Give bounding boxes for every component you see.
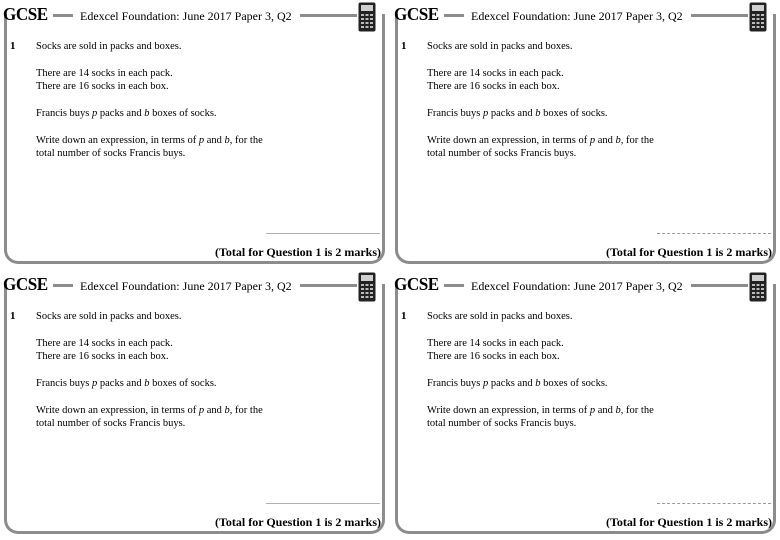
question-text bbox=[36, 40, 336, 161]
total-marks: (Total for Question 1 is 2 marks) bbox=[214, 245, 381, 259]
question-card-2 bbox=[391, 0, 778, 265]
brand-title: GCSE bbox=[3, 274, 48, 294]
text-line: There are 14 socks in each pack. bbox=[36, 337, 173, 349]
question-text bbox=[427, 310, 727, 431]
question-number: 1 bbox=[401, 40, 407, 52]
text-line: total number of socks Francis buys. bbox=[36, 418, 186, 430]
question-card-3 bbox=[0, 270, 387, 535]
calculator-icon bbox=[749, 2, 767, 32]
question-card-4 bbox=[391, 270, 778, 535]
question-card-1 bbox=[0, 0, 387, 265]
source-label: Edexcel Foundation: June 2017 Paper 3, Q2 bbox=[471, 9, 683, 23]
question-number: 1 bbox=[401, 310, 407, 322]
brand-title: GCSE bbox=[394, 4, 439, 24]
answer-line[interactable] bbox=[657, 503, 771, 504]
text-line: total number of socks Francis buys. bbox=[36, 148, 186, 160]
answer-line[interactable] bbox=[657, 233, 771, 234]
question-text bbox=[427, 40, 727, 161]
calculator-icon bbox=[358, 2, 376, 32]
text-line: Francis buys p packs and b boxes of socks. bbox=[36, 108, 217, 119]
text-line: There are 16 socks in each box. bbox=[36, 81, 169, 93]
text-line: Socks are sold in packs and boxes. bbox=[36, 311, 182, 322]
source-label: Edexcel Foundation: June 2017 Paper 3, Q2 bbox=[80, 279, 292, 293]
brand-title: GCSE bbox=[3, 4, 48, 24]
text-line: Francis buys p packs and b boxes of socks. bbox=[427, 378, 608, 389]
text-line: There are 14 socks in each pack. bbox=[427, 337, 564, 349]
answer-line[interactable] bbox=[266, 503, 380, 504]
brand-title: GCSE bbox=[394, 274, 439, 294]
question-number: 1 bbox=[10, 310, 16, 322]
source-label: Edexcel Foundation: June 2017 Paper 3, Q2 bbox=[471, 279, 683, 293]
text-line: There are 16 socks in each box. bbox=[36, 351, 169, 363]
text-line: total number of socks Francis buys. bbox=[427, 148, 577, 160]
answer-line[interactable] bbox=[266, 233, 380, 234]
text-line: Francis buys p packs and b boxes of socks. bbox=[427, 108, 608, 119]
text-line: There are 16 socks in each box. bbox=[427, 351, 560, 363]
text-line: Write down an expression, in terms of p and b, for the bbox=[427, 404, 654, 416]
total-marks: (Total for Question 1 is 2 marks) bbox=[214, 515, 381, 529]
total-marks: (Total for Question 1 is 2 marks) bbox=[605, 245, 772, 259]
text-line: Write down an expression, in terms of p and b, for the bbox=[427, 134, 654, 146]
text-line: There are 14 socks in each pack. bbox=[427, 67, 564, 79]
text-line: Francis buys p packs and b boxes of socks. bbox=[36, 378, 217, 389]
text-line: Socks are sold in packs and boxes. bbox=[36, 41, 182, 52]
question-number: 1 bbox=[10, 40, 16, 52]
text-line: Write down an expression, in terms of p and b, for the bbox=[36, 404, 263, 416]
text-line: total number of socks Francis buys. bbox=[427, 418, 577, 430]
text-line: There are 16 socks in each box. bbox=[427, 81, 560, 93]
text-line: Socks are sold in packs and boxes. bbox=[427, 311, 573, 322]
calculator-icon bbox=[358, 272, 376, 302]
text-line: Write down an expression, in terms of p and b, for the bbox=[36, 134, 263, 146]
total-marks: (Total for Question 1 is 2 marks) bbox=[605, 515, 772, 529]
calculator-icon bbox=[749, 272, 767, 302]
question-text bbox=[36, 310, 336, 431]
text-line: There are 14 socks in each pack. bbox=[36, 67, 173, 79]
text-line: Socks are sold in packs and boxes. bbox=[427, 41, 573, 52]
source-label: Edexcel Foundation: June 2017 Paper 3, Q2 bbox=[80, 9, 292, 23]
